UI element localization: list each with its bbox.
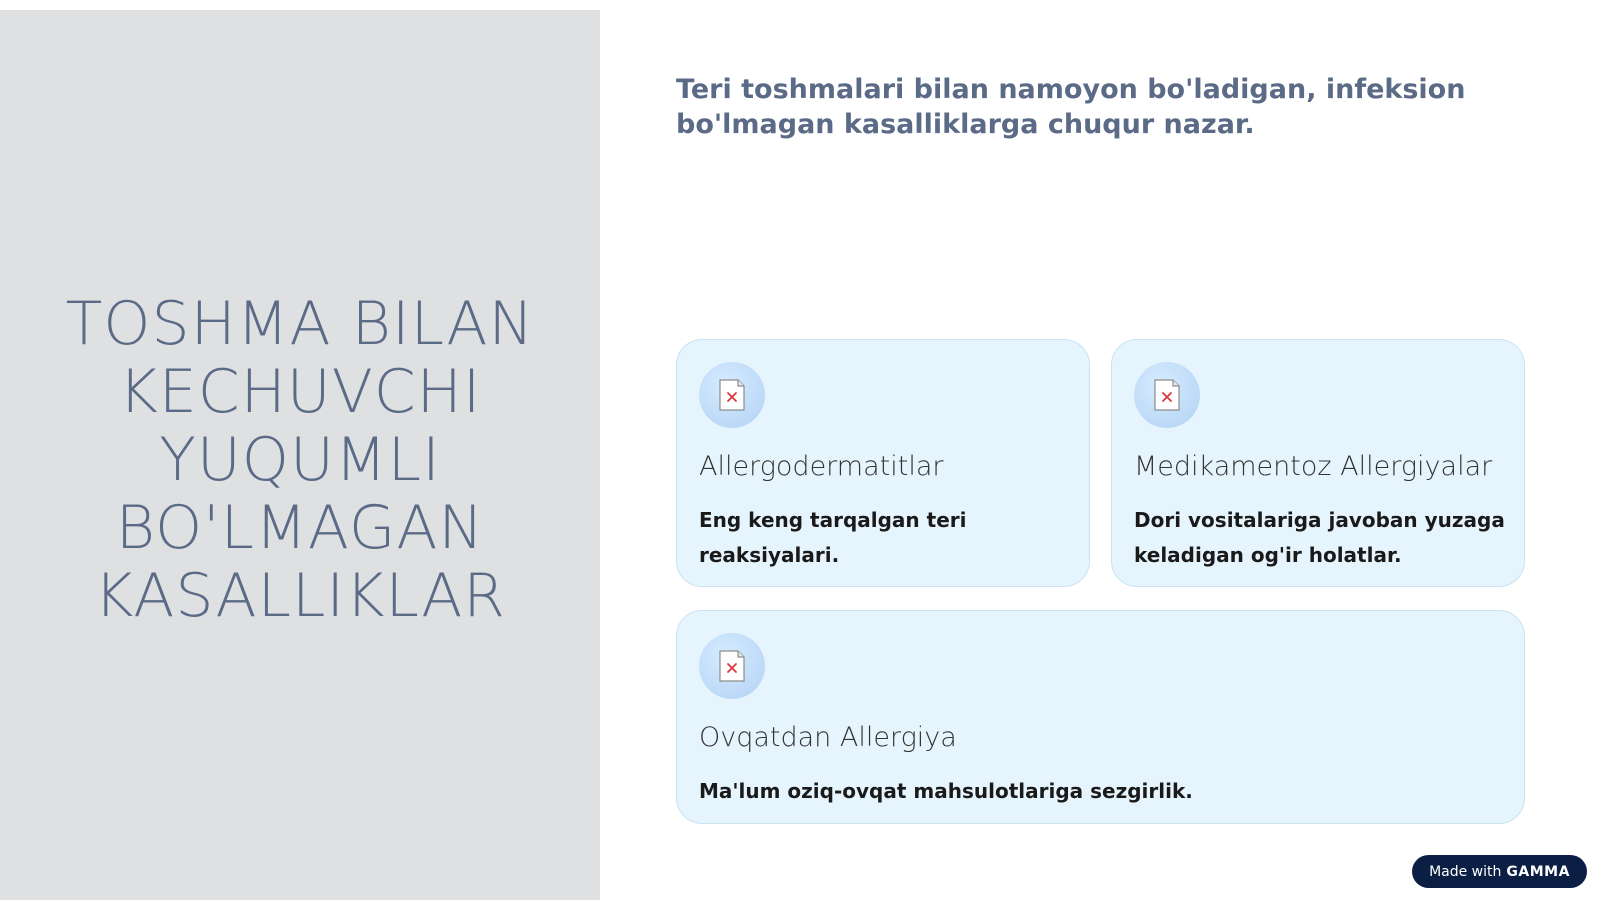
main-title-line: BO'LMAGAN — [115, 493, 485, 563]
card-allergodermatitlar — [676, 339, 1090, 587]
main-title-line: YUQUMLI — [159, 425, 441, 495]
card-icon-circle — [1134, 362, 1200, 428]
card-title: Ovqatdan Allergiya — [699, 722, 957, 753]
card-description: Dori vositalariga javoban yuzaga keladigan og'ir holatlar. — [1134, 508, 1505, 567]
card-description: Eng keng tarqalgan teri reaksiyalari. — [699, 508, 967, 567]
main-title — [20, 290, 580, 630]
broken-image-icon — [718, 650, 746, 682]
badge-prefix: Made with — [1429, 863, 1502, 880]
card-icon-circle — [699, 633, 765, 699]
main-title-line: TOSHMA BILAN — [65, 289, 535, 359]
card-icon-circle — [699, 362, 765, 428]
main-title-line: KECHUVCHI — [118, 357, 482, 427]
main-title-line: KASALLIKLAR — [93, 561, 506, 631]
card-title: Allergodermatitlar — [699, 451, 944, 482]
card-title: Medikamentoz Allergiyalar — [1134, 451, 1493, 482]
card-medikamentoz-allergiyalar — [1111, 339, 1525, 587]
made-with-gamma-badge[interactable] — [1412, 855, 1587, 888]
broken-image-icon — [718, 379, 746, 411]
broken-image-icon — [1153, 379, 1181, 411]
card-ovqatdan-allergiya — [676, 610, 1525, 824]
subtitle: Teri toshmalari bilan namoyon bo'ladigan, infeksion bo'lmagan kasalliklarga chuqur nazar. — [676, 74, 1466, 140]
gamma-logo: GAMMA — [1506, 863, 1570, 880]
card-description: Ma'lum oziq-ovqat mahsulotlariga sezgirlik. — [699, 779, 1193, 803]
left-title-panel — [0, 10, 600, 900]
